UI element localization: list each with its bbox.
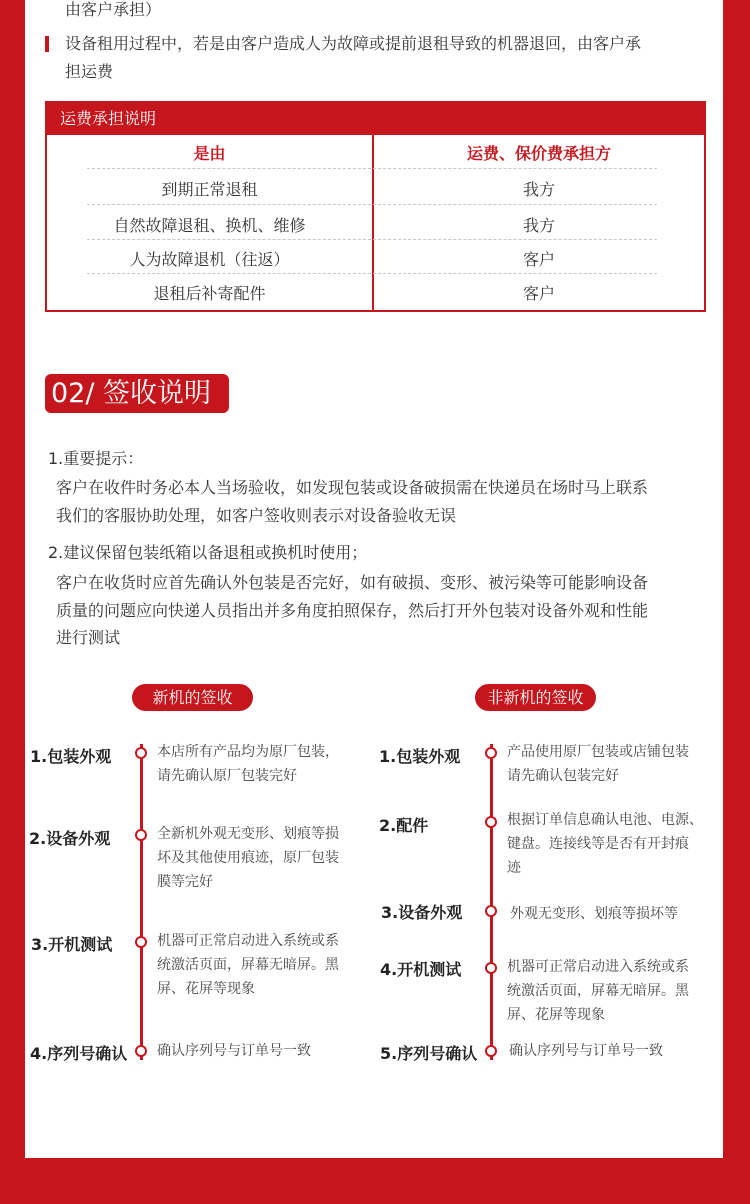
intro-line-2: 担运费 <box>65 62 114 81</box>
intro-line-0: 由客户承担） <box>65 0 162 19</box>
row-divider <box>87 168 657 169</box>
shipping-fee-table <box>45 101 706 312</box>
desc-line: 屏、花屏等现象 <box>507 1007 605 1023</box>
used-step-label: 2.配件 <box>379 816 429 835</box>
row-divider <box>87 273 657 274</box>
used-step-desc <box>507 955 721 1027</box>
timeline-node <box>135 829 147 841</box>
row-divider <box>87 239 657 240</box>
timeline-node <box>485 905 497 917</box>
table-cell-reason: 到期正常退租 <box>161 180 258 199</box>
used-machine-title: 非新机的签收 <box>475 684 596 711</box>
new-step-desc <box>157 929 377 1001</box>
table-cell-payer: 我方 <box>522 180 555 199</box>
new-step-label: 3.开机测试 <box>31 935 113 954</box>
timeline-node <box>135 1045 147 1057</box>
desc-line: 屏、花屏等现象 <box>157 981 255 997</box>
desc-line: 外观无变形、划痕等损坏等 <box>510 906 678 922</box>
new-step-label: 1.包装外观 <box>30 747 112 766</box>
used-step-label: 3.设备外观 <box>381 903 463 922</box>
table-header-payer: 运费、保价费承担方 <box>466 144 611 163</box>
desc-line: 膜等完好 <box>157 874 213 890</box>
used-step-label: 5.序列号确认 <box>380 1044 478 1063</box>
table-title: 运费承担说明 <box>47 103 704 135</box>
desc-line: 根据订单信息确认电池、电源、 <box>507 812 703 828</box>
note-2-line-2: 质量的问题应向快递人员指出并多角度拍照保存，然后打开外包装对设备外观和性能 <box>56 601 649 620</box>
note-1-line-1: 客户在收件时务必本人当场验收，如发现包装或设备破损需在快递员在场时马上联系 <box>56 478 649 497</box>
new-step-label: 4.序列号确认 <box>30 1044 128 1063</box>
table-cell-reason: 退租后补寄配件 <box>153 284 266 303</box>
row-divider <box>87 204 657 205</box>
desc-line: 机器可正常启动进入系统或系 <box>157 933 339 949</box>
note-1-line-2: 我们的客服协助处理，如客户签收则表示对设备验收无误 <box>56 506 457 525</box>
used-step-label: 1.包装外观 <box>379 747 461 766</box>
desc-line: 请先确认原厂包装完好 <box>157 768 297 784</box>
table-cell-payer: 客户 <box>522 284 555 303</box>
desc-line: 产品使用原厂包装或店铺包装 <box>507 744 689 760</box>
note-2-line-1: 客户在收货时应首先确认外包装是否完好，如有破损、变形、被污染等可能影响设备 <box>56 573 649 592</box>
desc-line: 统激活页面，屏幕无暗屏。黑 <box>157 957 339 973</box>
timeline-node <box>485 1045 497 1057</box>
used-timeline-line <box>490 744 493 1060</box>
used-step-desc <box>507 740 721 788</box>
bullet-bar <box>45 36 49 52</box>
desc-line: 键盘。连接线等是否有开封痕 <box>507 836 689 852</box>
used-step-desc <box>510 902 724 926</box>
table-cell-reason: 自然故障退租、换机、维修 <box>113 216 306 235</box>
desc-line: 确认序列号与订单号一致 <box>157 1043 311 1059</box>
note-2-line-3: 进行测试 <box>56 628 121 647</box>
desc-line: 确认序列号与订单号一致 <box>509 1043 663 1059</box>
timeline-node <box>485 747 497 759</box>
timeline-node <box>485 816 497 828</box>
note-1-title: 1.重要提示： <box>48 449 144 468</box>
content-panel <box>25 0 723 1158</box>
table-header-reason: 是由 <box>193 144 226 163</box>
new-machine-title: 新机的签收 <box>132 684 253 711</box>
used-step-desc <box>509 1039 723 1063</box>
desc-line: 迹 <box>507 860 521 876</box>
section-title: 02/ 签收说明 <box>45 374 229 413</box>
new-step-desc <box>157 740 377 788</box>
new-step-desc <box>157 1039 377 1063</box>
desc-line: 统激活页面，屏幕无暗屏。黑 <box>507 983 689 999</box>
desc-line: 请先确认包装完好 <box>507 768 619 784</box>
timeline-node <box>135 936 147 948</box>
table-cell-payer: 客户 <box>522 250 555 269</box>
used-step-desc <box>507 808 721 880</box>
desc-line: 坏及其他使用痕迹，原厂包装 <box>157 850 339 866</box>
table-cell-payer: 我方 <box>522 216 555 235</box>
timeline-node <box>135 747 147 759</box>
intro-line-1: 设备租用过程中，若是由客户造成人为故障或提前退租导致的机器退回，由客户承 <box>65 34 642 53</box>
table-cell-reason: 人为故障退机（往返） <box>129 250 290 269</box>
desc-line: 全新机外观无变形、划痕等损 <box>157 826 339 842</box>
note-2-title: 2.建议保留包装纸箱以备退租或换机时使用； <box>48 543 368 562</box>
desc-line: 机器可正常启动进入系统或系 <box>507 959 689 975</box>
desc-line: 本店所有产品均为原厂包装， <box>157 744 339 760</box>
timeline-node <box>485 962 497 974</box>
new-step-desc <box>157 822 377 894</box>
used-step-label: 4.开机测试 <box>380 960 462 979</box>
new-step-label: 2.设备外观 <box>29 829 111 848</box>
new-timeline-line <box>140 744 143 1060</box>
